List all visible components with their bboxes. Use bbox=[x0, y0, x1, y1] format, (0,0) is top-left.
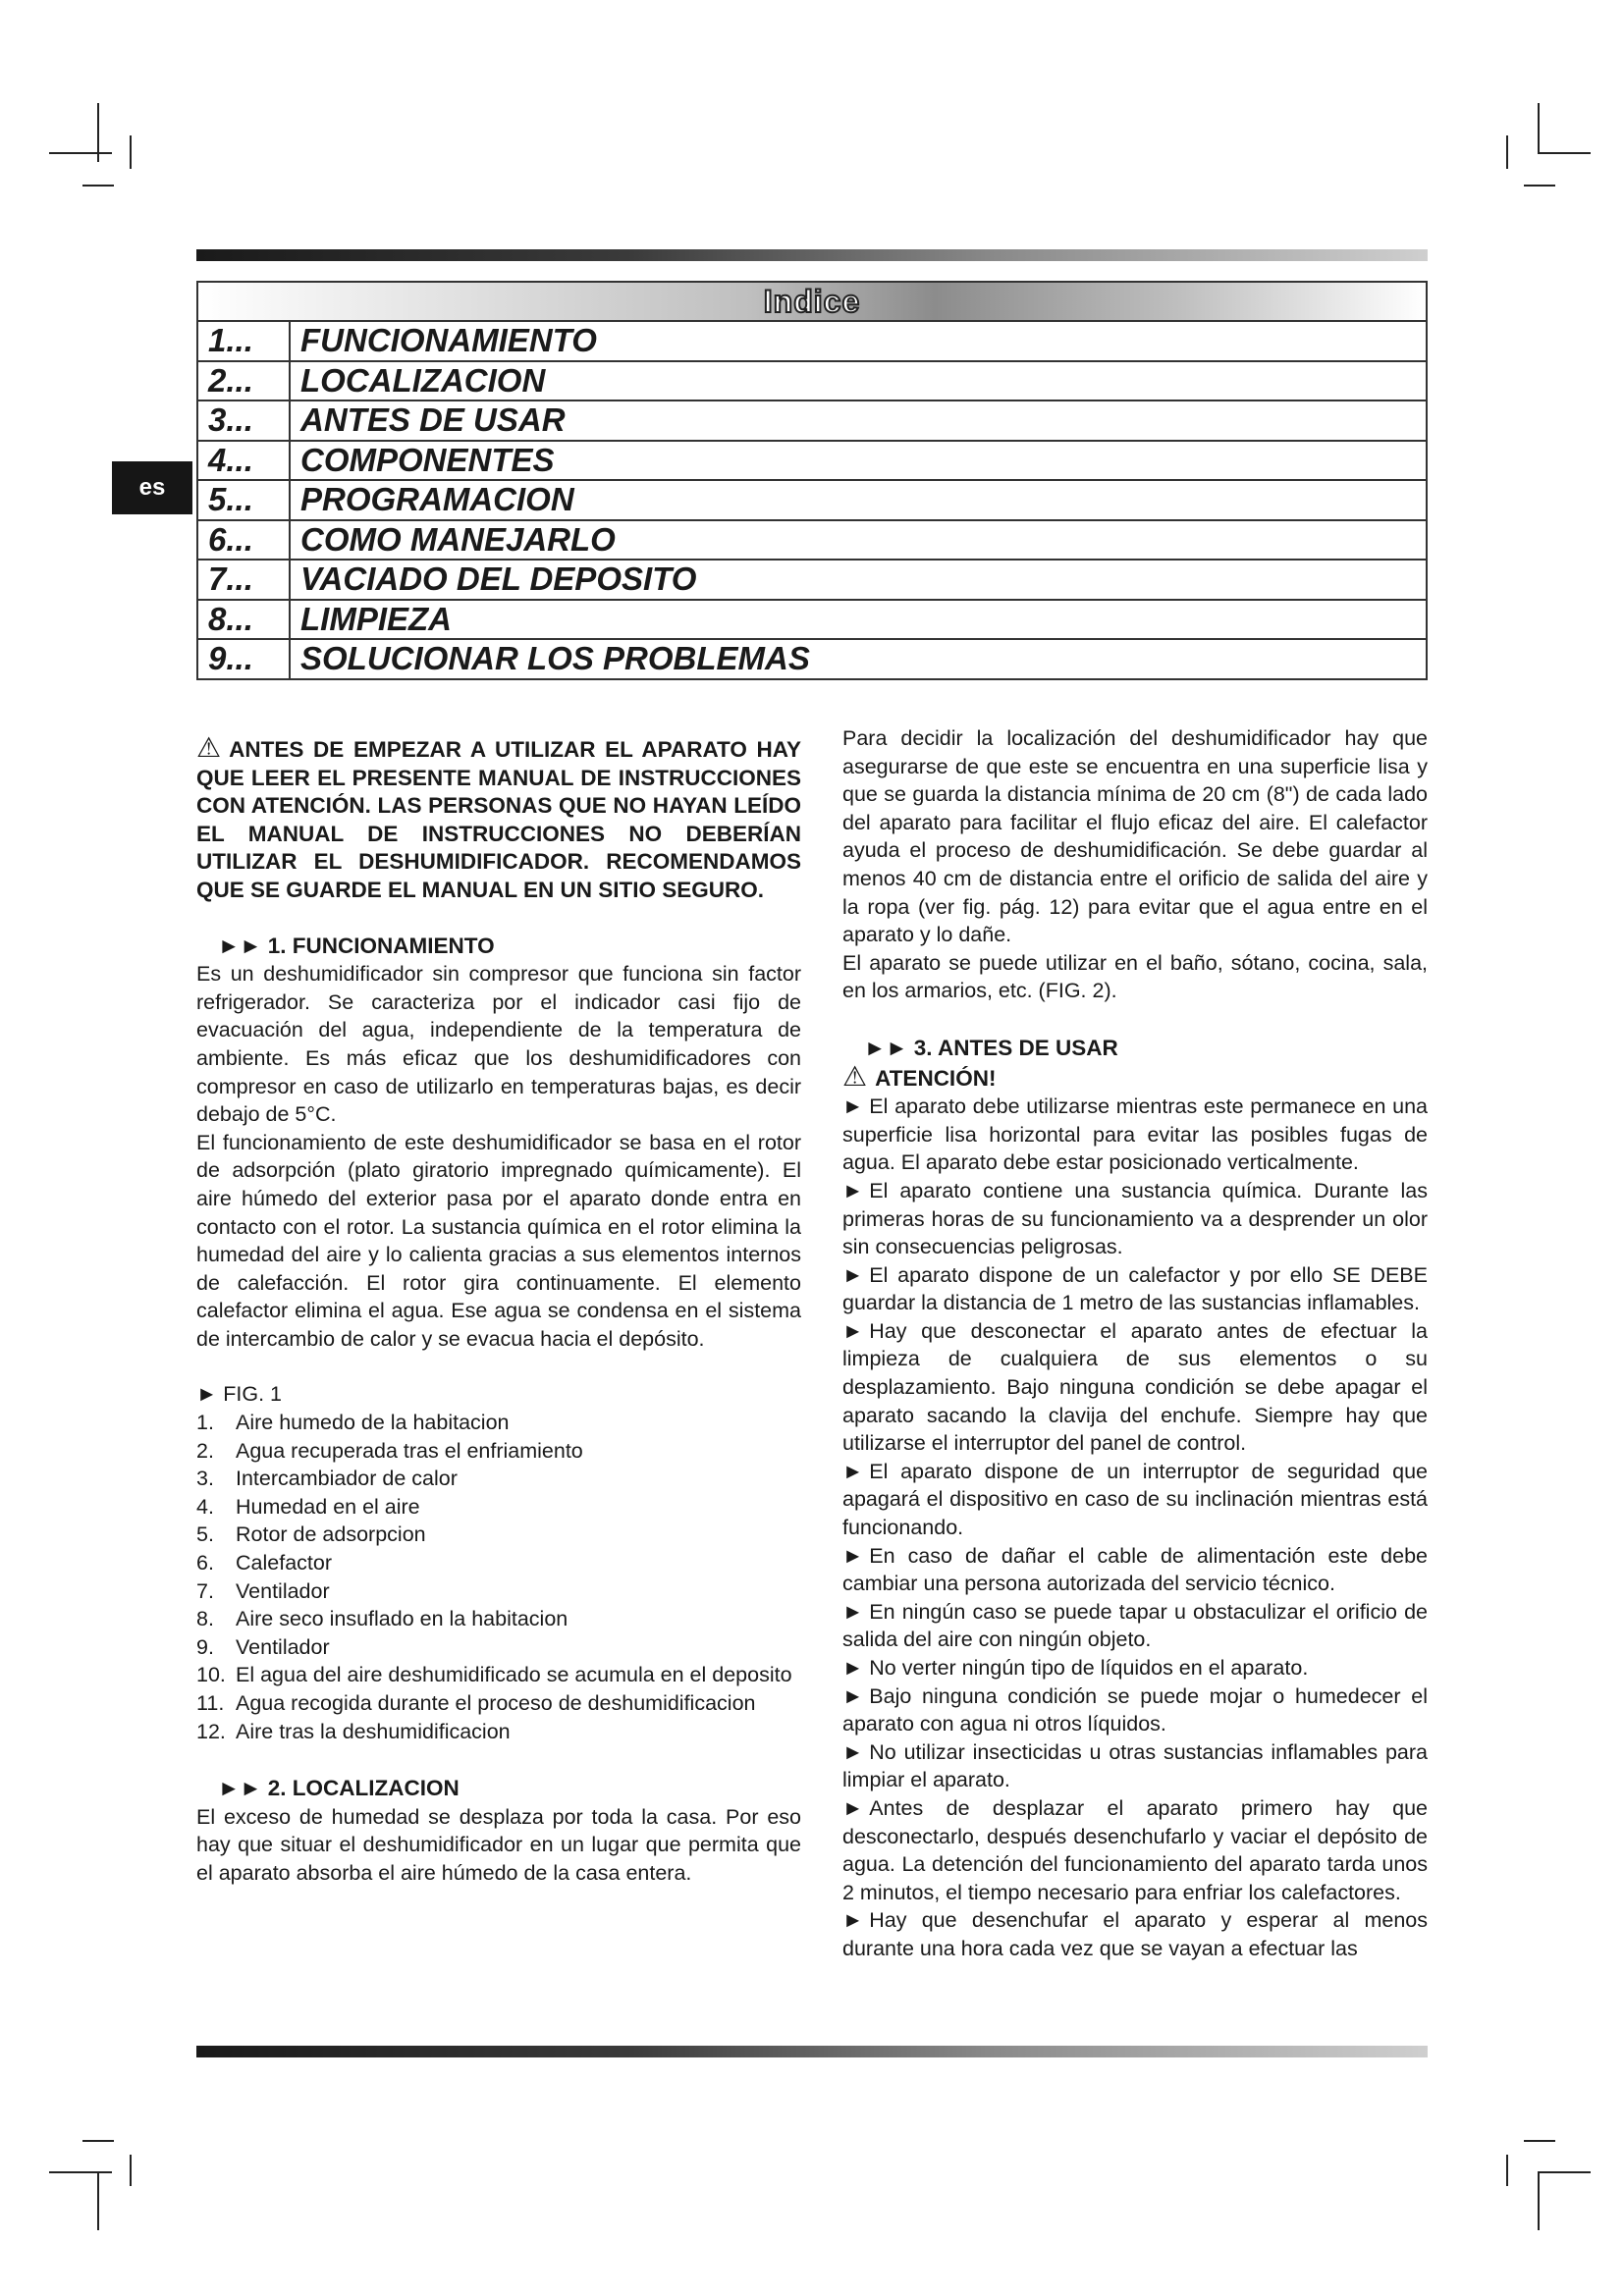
bullet-triangle-icon: ► bbox=[842, 1543, 864, 1568]
index-number: 3... bbox=[197, 400, 290, 441]
index-title: Indice bbox=[763, 284, 861, 319]
list-text: Agua recogida durante el proceso de deshumidificacion bbox=[236, 1691, 756, 1715]
index-header-row bbox=[197, 282, 1427, 321]
list-text: Aire tras la deshumidificacion bbox=[236, 1719, 511, 1743]
list-number: 7. bbox=[196, 1578, 214, 1603]
list-item bbox=[196, 1661, 801, 1689]
bullet-item bbox=[842, 1093, 1428, 1177]
list-text: Intercambiador de calor bbox=[236, 1467, 458, 1491]
index-row bbox=[197, 400, 1427, 441]
figure-legend-list bbox=[196, 1409, 801, 1745]
crop-mark bbox=[97, 103, 99, 162]
bullet-text: El aparato dispone de un calefactor y por ello SE DEBE guardar la distancia de 1 metro de las sustancias inflamables. bbox=[842, 1262, 1428, 1315]
location-paragraph: El aparato se puede utilizar en el baño, sótano, cocina, sala, en los armarios, etc. (FIG. 2). bbox=[842, 950, 1428, 1003]
bullet-item bbox=[842, 1317, 1428, 1458]
index-row bbox=[197, 321, 1427, 361]
list-number: 11. bbox=[196, 1691, 225, 1715]
list-number: 3. bbox=[196, 1467, 214, 1491]
bullet-text: En ningún caso se puede tapar u obstaculizar el orificio de salida del aire con ningún objeto. bbox=[842, 1599, 1428, 1652]
crop-mark bbox=[1538, 2171, 1540, 2230]
index-label: LIMPIEZA bbox=[290, 600, 1427, 640]
bullet-triangle-icon: ► bbox=[842, 1656, 864, 1680]
bullet-text: Hay que desenchufar el aparato y esperar al menos durante una hora cada vez que se vayan a efectuar las bbox=[842, 1908, 1428, 1960]
index-row bbox=[197, 480, 1427, 520]
index-number: 1... bbox=[197, 321, 290, 361]
bullet-item bbox=[842, 1261, 1428, 1317]
crop-mark bbox=[1538, 103, 1540, 154]
list-number: 8. bbox=[196, 1607, 214, 1631]
crop-mark bbox=[1524, 185, 1555, 187]
list-number: 12. bbox=[196, 1719, 226, 1743]
index-label: SOLUCIONAR LOS PROBLEMAS bbox=[290, 639, 1427, 679]
crop-mark bbox=[49, 152, 112, 154]
top-gradient-bar bbox=[196, 249, 1428, 261]
section-1-title: ►► 1. FUNCIONAMIENTO bbox=[218, 933, 495, 958]
crop-mark bbox=[130, 2155, 132, 2186]
bullet-item bbox=[842, 1738, 1428, 1794]
index-row bbox=[197, 441, 1427, 481]
bullet-triangle-icon: ► bbox=[842, 1739, 864, 1764]
index-label: FUNCIONAMIENTO bbox=[290, 321, 1427, 361]
section-2-title: ►► 2. LOCALIZACION bbox=[218, 1776, 460, 1801]
index-number: 5... bbox=[197, 480, 290, 520]
bullet-text: No utilizar insecticidas u otras sustancias inflamables para limpiar el aparato. bbox=[842, 1739, 1428, 1792]
list-item bbox=[196, 1437, 801, 1466]
location-paragraph: Para decidir la localización del deshumidificador hay que asegurarse de que este se encuentra en una superficie lisa y que se guarda la distancia mínima de 20 cm (8") de cada lado del aparato para facilitar el flujo eficaz del aire. El calefactor ayuda el proceso de deshumidificación. Se debe guardar al menos 40 cm de distancia entre el orificio de salida del aire y la ropa (ver fig. pág. 12) para evitar que el agua entre en el aparato y lo dañe. bbox=[842, 726, 1428, 947]
bullet-text: Antes de desplazar el aparato primero hay que desconectarlo, después desenchufarlo y vaciar el depósito de agua. La detención del funcionamiento del aparato tarda unos 2 minutos, el tiempo necesario para enfriar los calefactores. bbox=[842, 1795, 1428, 1904]
crop-mark bbox=[1538, 2171, 1591, 2173]
list-item bbox=[196, 1465, 801, 1493]
bullet-item bbox=[842, 1542, 1428, 1598]
bullet-item bbox=[842, 1598, 1428, 1654]
warning-triangle-icon: ⚠ bbox=[842, 1060, 868, 1092]
index-label: VACIADO DEL DEPOSITO bbox=[290, 560, 1427, 600]
list-item bbox=[196, 1718, 801, 1746]
section-2-paragraph: El exceso de humedad se desplaza por toda la casa. Por eso hay que situar el deshumidificador en un lugar que permita que el aparato absorba el aire húmedo de la casa entera. bbox=[196, 1804, 801, 1885]
index-row bbox=[197, 600, 1427, 640]
bullet-triangle-icon: ► bbox=[842, 1178, 864, 1202]
list-number: 4. bbox=[196, 1494, 214, 1519]
index-number: 6... bbox=[197, 520, 290, 561]
bottom-gradient-bar bbox=[196, 2046, 1428, 2057]
attention-heading bbox=[842, 1060, 1428, 1094]
bullet-triangle-icon: ► bbox=[842, 1599, 864, 1624]
bullet-triangle-icon: ► bbox=[842, 1262, 864, 1287]
bullet-text: El aparato contiene una sustancia química. Durante las primeras horas de su funcionamiento va a desprender un olor sin consecuencias peligrosas. bbox=[842, 1178, 1428, 1259]
list-number: 1. bbox=[196, 1411, 214, 1435]
list-item bbox=[196, 1521, 801, 1549]
figure-title: ► FIG. 1 bbox=[196, 1382, 282, 1407]
list-item bbox=[196, 1493, 801, 1522]
index-number: 8... bbox=[197, 600, 290, 640]
index-number: 9... bbox=[197, 639, 290, 679]
index-row bbox=[197, 560, 1427, 600]
section-3-title: ►► 3. ANTES DE USAR bbox=[864, 1035, 1118, 1060]
bullet-triangle-icon: ► bbox=[842, 1459, 864, 1483]
index-row bbox=[197, 361, 1427, 401]
language-tab: es bbox=[112, 461, 192, 514]
list-item bbox=[196, 1549, 801, 1577]
list-number: 10. bbox=[196, 1663, 226, 1687]
index-label: PROGRAMACION bbox=[290, 480, 1427, 520]
index-row bbox=[197, 639, 1427, 679]
section-1-paragraph: Es un deshumidificador sin compresor que funciona sin factor refrigerador. Se caracteriza por el indicador casi fijo de evacuación del agua, independiente de la temperatura de ambiente. Es más eficaz que los deshumidificadores con compresor en caso de utilizarlo en temperaturas bajas, es decir debajo de 5°C. bbox=[196, 962, 801, 1127]
crop-mark bbox=[49, 2171, 112, 2173]
list-number: 9. bbox=[196, 1634, 214, 1659]
index-label: COMO MANEJARLO bbox=[290, 520, 1427, 561]
warning-triangle-icon: ⚠ bbox=[196, 732, 222, 763]
list-text: El agua del aire deshumidificado se acumula en el deposito bbox=[236, 1663, 792, 1687]
bullet-triangle-icon: ► bbox=[842, 1795, 864, 1820]
list-number: 2. bbox=[196, 1438, 214, 1463]
list-item bbox=[196, 1605, 801, 1633]
crop-mark bbox=[130, 135, 132, 169]
list-text: Ventilador bbox=[236, 1634, 330, 1659]
bullet-triangle-icon: ► bbox=[842, 1095, 864, 1119]
list-text: Aire seco insuflado en la habitacion bbox=[236, 1607, 568, 1631]
list-text: Agua recuperada tras el enfriamiento bbox=[236, 1438, 583, 1463]
bullet-item bbox=[842, 1906, 1428, 1962]
bullet-text: Hay que desconectar el aparato antes de efectuar la limpieza de cualquiera de sus elementos o su desplazamiento. Bajo ninguna condición se debe apagar el aparato sacando la clavija del enchufe. Siempre hay que utilizarse el interruptor del panel de control. bbox=[842, 1318, 1428, 1456]
crop-mark bbox=[82, 185, 114, 187]
index-table bbox=[196, 281, 1428, 680]
bullet-triangle-icon: ► bbox=[842, 1908, 864, 1933]
index-label: COMPONENTES bbox=[290, 441, 1427, 481]
list-item bbox=[196, 1409, 801, 1437]
index-label: LOCALIZACION bbox=[290, 361, 1427, 401]
index-number: 4... bbox=[197, 441, 290, 481]
list-text: Rotor de adsorpcion bbox=[236, 1522, 426, 1547]
bullet-item bbox=[842, 1682, 1428, 1738]
bullet-item bbox=[842, 1458, 1428, 1542]
index-number: 7... bbox=[197, 560, 290, 600]
list-text: Aire humedo de la habitacion bbox=[236, 1411, 510, 1435]
crop-mark bbox=[97, 2171, 99, 2230]
crop-mark bbox=[82, 2140, 114, 2142]
list-number: 5. bbox=[196, 1522, 214, 1547]
index-row bbox=[197, 520, 1427, 561]
bullet-item bbox=[842, 1654, 1428, 1682]
bullet-item bbox=[842, 1177, 1428, 1261]
index-header-cell bbox=[197, 282, 1427, 321]
right-column bbox=[842, 724, 1428, 1963]
section-1-paragraph: El funcionamiento de este deshumidificador se basa en el rotor de adsorpción (plato giratorio impregnado químicamente). El aire húmedo del exterior pasa por el aparato donde entra en contacto con el rotor. La sustancia química en el rotor elimina la humedad del aire y lo calienta gracias a sus elementos internos de calefacción. El rotor gira continuamente. El elemento calefactor elimina el agua. Ese agua se condensa en el sistema de intercambio de calor y se evacua hacia el depósito. bbox=[196, 1130, 801, 1351]
bullet-text: El aparato dispone de un interruptor de seguridad que apagará el dispositivo en caso de su inclinación mientras está funcionando. bbox=[842, 1459, 1428, 1540]
warning-block bbox=[196, 734, 801, 905]
crop-mark bbox=[1538, 152, 1591, 154]
index-number: 2... bbox=[197, 361, 290, 401]
bullet-triangle-icon: ► bbox=[842, 1318, 864, 1343]
bullet-text: Bajo ninguna condición se puede mojar o humedecer el aparato con agua ni otros líquidos. bbox=[842, 1683, 1428, 1736]
bullet-text: En caso de dañar el cable de alimentación este debe cambiar una persona autorizada del servicio técnico. bbox=[842, 1543, 1428, 1596]
bullet-text: El aparato debe utilizarse mientras este permanece en una superficie lisa horizontal para evitar las posibles fugas de agua. El aparato debe estar posicionado verticalmente. bbox=[842, 1095, 1428, 1175]
list-item bbox=[196, 1689, 801, 1718]
bullet-text: No verter ningún tipo de líquidos en el aparato. bbox=[869, 1656, 1309, 1680]
list-text: Calefactor bbox=[236, 1551, 332, 1575]
crop-mark bbox=[1506, 135, 1508, 169]
crop-mark bbox=[1506, 2155, 1508, 2186]
list-text: Ventilador bbox=[236, 1578, 330, 1603]
bullet-triangle-icon: ► bbox=[842, 1683, 864, 1708]
attention-text: ATENCIÓN! bbox=[875, 1065, 997, 1091]
list-item bbox=[196, 1577, 801, 1606]
list-item bbox=[196, 1633, 801, 1662]
warning-text: ANTES DE EMPEZAR A UTILIZAR EL APARATO HAY QUE LEER EL PRESENTE MANUAL DE INSTRUCCIONES CON ATENCIÓN. LAS PERSONAS QUE NO HAYAN LEÍDO EL MANUAL DE INSTRUCCIONES NO DEBERÍAN UTILIZAR EL DESHUMIDIFICADOR. RECOMENDAMOS QUE SE GUARDE EL MANUAL EN UN SITIO SEGURO. bbox=[196, 737, 801, 902]
crop-mark bbox=[1524, 2140, 1555, 2142]
list-number: 6. bbox=[196, 1551, 214, 1575]
list-text: Humedad en el aire bbox=[236, 1494, 420, 1519]
left-column bbox=[196, 734, 801, 1888]
index-label: ANTES DE USAR bbox=[290, 400, 1427, 441]
bullet-item bbox=[842, 1794, 1428, 1906]
